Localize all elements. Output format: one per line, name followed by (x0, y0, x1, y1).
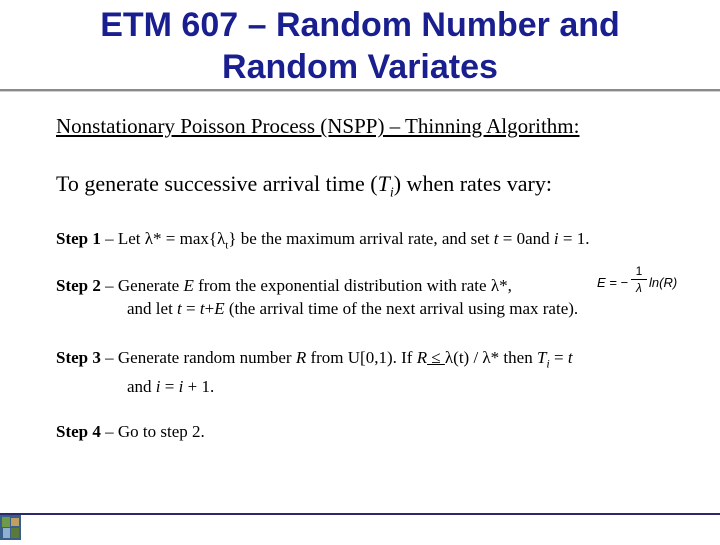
exponential-formula (597, 264, 691, 302)
step-1-text-b: } be the maximum arrival rate, and set (228, 229, 494, 248)
intro-before: To generate successive arrival time ( (56, 171, 378, 196)
step-3-t: t (567, 348, 573, 367)
corner-logo-icon (0, 515, 21, 540)
step-3-text-b: λ(t) / λ* then (444, 348, 537, 367)
step-1-dash: – Let (100, 229, 145, 248)
step-4 (56, 420, 205, 443)
formula-denominator: λ (636, 281, 642, 295)
step-2-line2-t: t (177, 299, 182, 318)
step-3-text-c: = (549, 348, 568, 367)
step-1-label: Step 1 (56, 229, 101, 248)
step-1-lambda: λ* = max{λ (144, 229, 226, 248)
step-2-line2-b: = (181, 299, 200, 318)
step-2-dash: – Generate (100, 276, 184, 295)
intro-after: ) when rates vary: (393, 171, 552, 196)
step-3-dash: – Generate random number (100, 348, 296, 367)
step-2-label: Step 2 (56, 276, 101, 295)
step-3-line2-a: and (127, 377, 156, 397)
formula-rhs: ln(R) (649, 275, 678, 290)
step-3-line2 (56, 375, 573, 398)
step-2-line2-t2: t (199, 299, 205, 318)
step-3-line2-i: i (155, 377, 161, 397)
step-2-line2-e: E (214, 299, 225, 318)
step-3-T: T (536, 348, 547, 367)
step-4-label: Step 4 (56, 422, 101, 441)
formula-lhs: E = − (597, 275, 629, 290)
step-3-line2-c: + 1. (183, 377, 215, 397)
step-4-dash: – Go to step 2. (100, 422, 205, 441)
slide-title-line2: Random Variates (222, 48, 498, 86)
title-divider (0, 89, 720, 92)
step-1-sub: t (225, 239, 229, 252)
step-3-line2-b: = (160, 377, 179, 397)
step-2-line2-a: and let (127, 299, 178, 318)
formula-fraction-bar (631, 279, 647, 280)
step-3-sub: i (546, 356, 550, 371)
intro-sub: i (389, 185, 394, 201)
footer-divider (0, 513, 720, 515)
step-3-r: R (295, 348, 307, 367)
step-2 (56, 274, 578, 320)
slide-title-line1: ETM 607 – Random Number and (100, 6, 620, 44)
step-3-r2: R (416, 348, 428, 367)
section-heading: Nonstationary Poisson Process (NSPP) – Thinning Algorithm: (56, 114, 580, 138)
slide-title (0, 4, 720, 88)
step-3-line2-i2: i (178, 377, 184, 397)
formula-fraction (631, 264, 647, 295)
step-2-line2 (56, 297, 578, 320)
intro-text (56, 171, 552, 201)
step-2-line1 (56, 274, 578, 297)
step-2-line2-c: + (204, 299, 215, 318)
step-3-leq: ≤ (427, 348, 445, 367)
intro-var: T (377, 171, 390, 196)
step-3-label: Step 3 (56, 348, 101, 367)
step-3-line1 (56, 346, 573, 375)
step-1-t: t (493, 229, 499, 248)
step-2-text-a: from the exponential distribution with rate λ*, (193, 276, 512, 295)
step-3-text-a: from U[0,1). If (306, 348, 417, 367)
formula-numerator: 1 (635, 264, 643, 278)
step-1-i: i (553, 229, 559, 248)
step-3 (56, 346, 573, 398)
step-1-text-d: = 1. (558, 229, 590, 248)
step-1 (56, 227, 590, 257)
step-2-line2-d: (the arrival time of the next arrival using max rate). (224, 299, 579, 318)
step-1-text-c: = 0and (498, 229, 554, 248)
step-2-e: E (183, 276, 194, 295)
